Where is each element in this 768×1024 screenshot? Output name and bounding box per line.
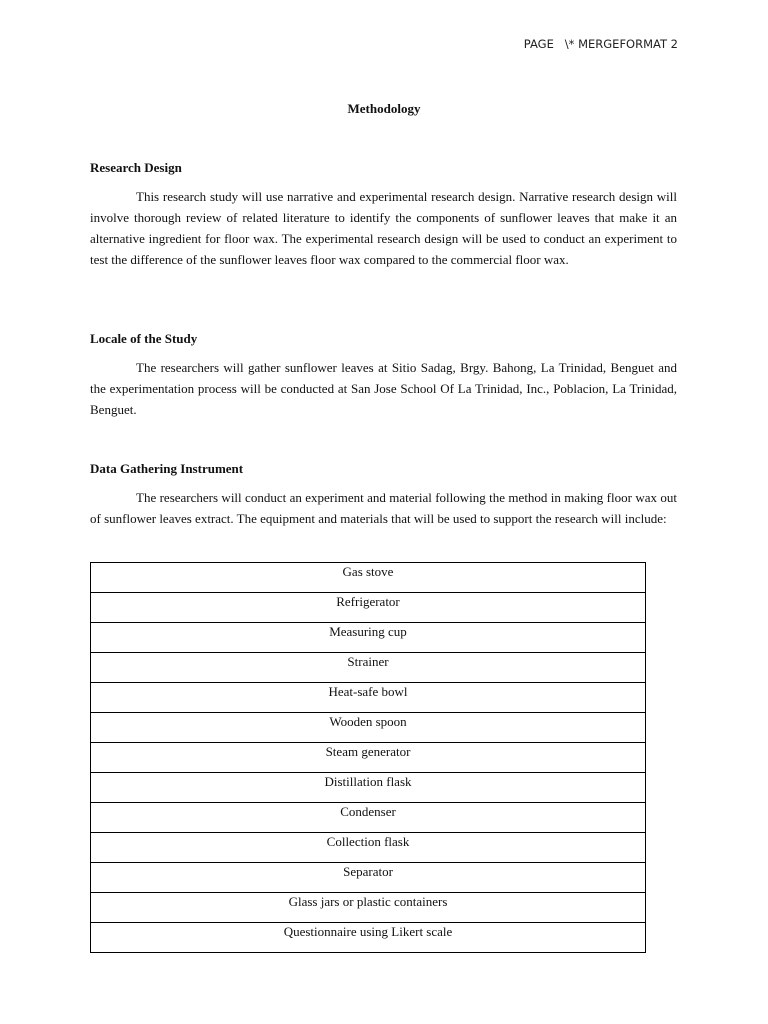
page-header: PAGE \* MERGEFORMAT 2 [523,37,678,51]
heading-research-design: Research Design [90,160,182,175]
table-cell: Steam generator [91,743,646,773]
table-row [91,833,646,863]
table-row [91,563,646,593]
table-cell: Condenser [91,803,646,833]
table-cell: Collection flask [91,833,646,863]
table-row [91,623,646,653]
paragraph-locale-of-study: The researchers will gather sunflower leaves at Sitio Sadag, Brgy. Bahong, La Trinidad, Benguet and the experimentation process will be conducted at San Jose School Of La Trinidad, Inc., Poblacion, La Trinidad, Benguet. [90,360,677,417]
table-cell: Heat-safe bowl [91,683,646,713]
table-row [91,803,646,833]
table-row [91,653,646,683]
table-row [91,593,646,623]
table-row [91,923,646,953]
table-cell: Distillation flask [91,773,646,803]
document-title: Methodology [347,101,421,116]
table-cell: Wooden spoon [91,713,646,743]
paragraph-data-gathering-instrument: The researchers will conduct an experiment and material following the method in making floor wax out of sunflower leaves extract. The equipment and materials that will be used to support the research will include: [90,490,677,526]
table-cell: Separator [91,863,646,893]
table-row [91,713,646,743]
heading-locale-of-study: Locale of the Study [90,331,198,346]
table-cell: Measuring cup [91,623,646,653]
paragraph-research-design: This research study will use narrative and experimental research design. Narrative research design will involve thorough review of related literature to identify the components of sunflower leaves that make it an alternative ingredient for floor wax. The experimental research design will be used to conduct an experiment to test the difference of the sunflower leaves floor wax compared to the commercial floor wax. [90,189,677,267]
table-cell: Strainer [91,653,646,683]
materials-table [90,562,646,953]
table-row [91,683,646,713]
table-row [91,743,646,773]
table-row [91,863,646,893]
table-cell: Gas stove [91,563,646,593]
table-row [91,893,646,923]
table-cell: Questionnaire using Likert scale [91,923,646,953]
table-row [91,773,646,803]
heading-data-gathering-instrument: Data Gathering Instrument [90,461,244,476]
table-cell: Refrigerator [91,593,646,623]
table-cell: Glass jars or plastic containers [91,893,646,923]
